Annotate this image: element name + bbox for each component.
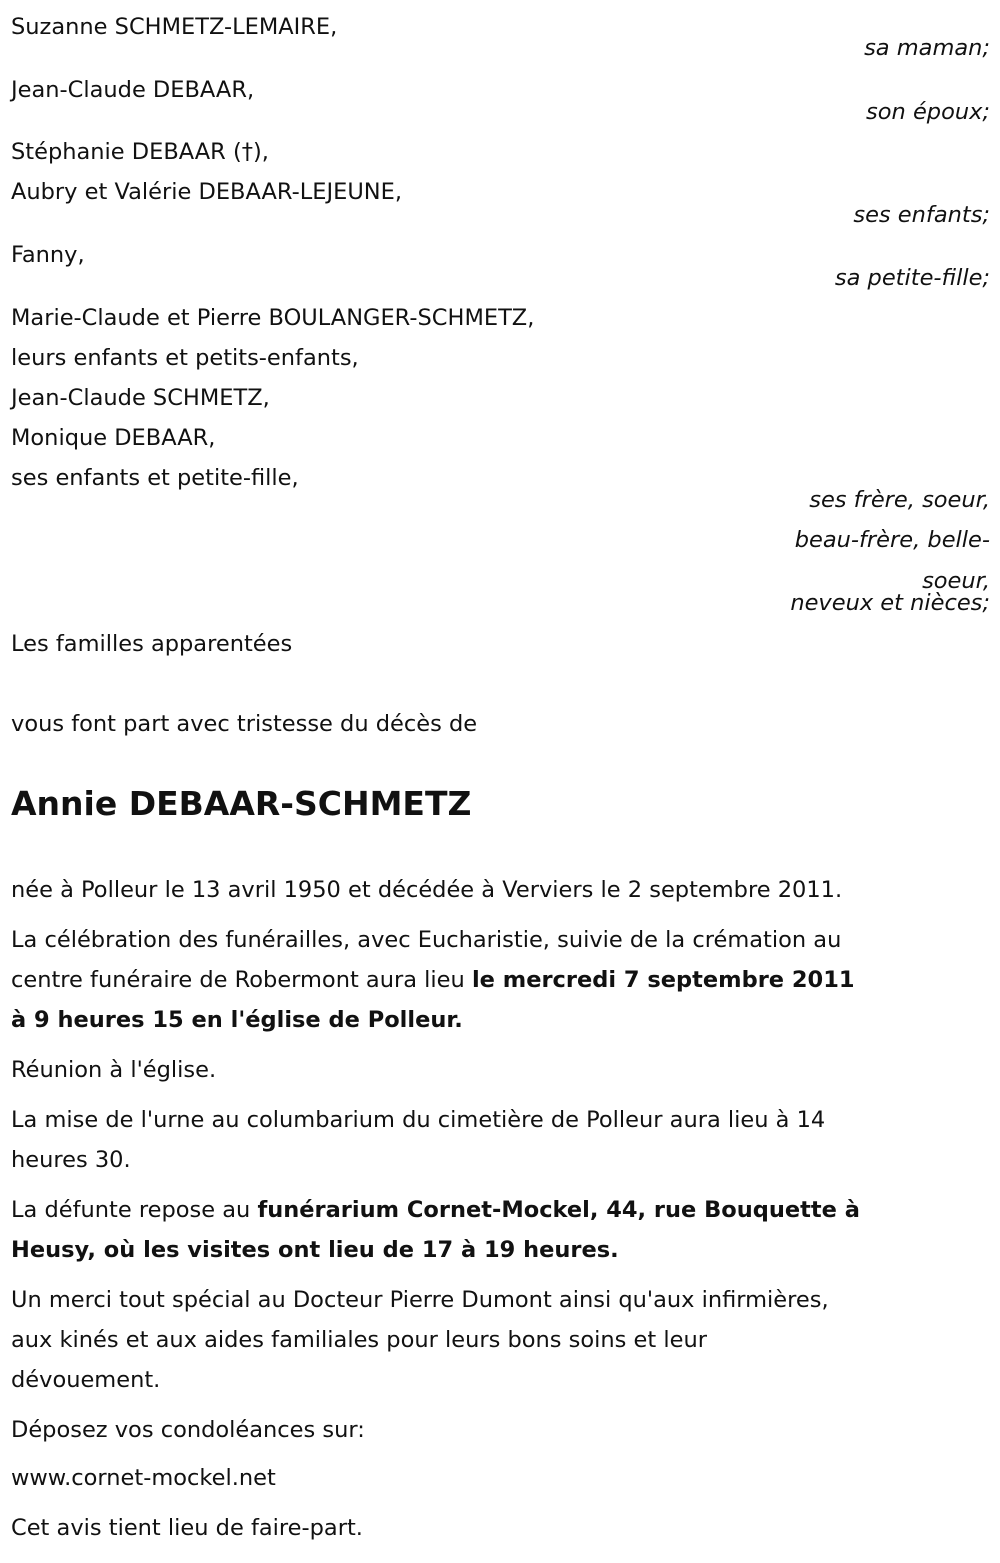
relation-label: ses enfants; <box>853 202 990 228</box>
relation-label: sa maman; <box>864 35 990 61</box>
relatives-text: Les familles apparentées <box>11 631 293 657</box>
family-line: Jean-Claude SCHMETZ, <box>11 385 270 411</box>
deceased-name: Annie DEBAAR-SCHMETZ <box>11 784 472 823</box>
website-link[interactable]: www.cornet-mockel.net <box>11 1465 276 1491</box>
relation-label: sa petite-fille; <box>834 265 990 291</box>
family-group <box>11 298 990 498</box>
family-line: Jean-Claude DEBAAR, <box>11 77 255 103</box>
family-line: Aubry et Valérie DEBAAR-LEJEUNE, <box>11 179 402 205</box>
thanks-paragraph: Un merci tout spécial au Docteur Pierre Dumont ainsi qu'aux infirmières, aux kinés et aux aides familiales pour leurs bons soins et leur dévouement. <box>11 1287 829 1393</box>
notice-text: Cet avis tient lieu de faire-part. <box>11 1515 363 1541</box>
relation-label: son époux; <box>866 99 990 125</box>
family-line: Stéphanie DEBAAR (†), <box>11 139 269 165</box>
urn-paragraph: La mise de l'urne au columbarium du cimetière de Polleur aura lieu à 14 heures 30. <box>11 1107 826 1173</box>
family-line: leurs enfants et petits-enfants, <box>11 345 359 371</box>
family-line: Fanny, <box>11 242 85 268</box>
condolences-text: Déposez vos condoléances sur: <box>11 1417 365 1443</box>
family-group <box>11 132 990 212</box>
relation-label: ses frère, soeur, beau-frère, belle- soeur, neveux et nièces; <box>790 487 990 616</box>
funeral-paragraph: La célébration des funérailles, avec Eucharistie, suivie de la crémation au centre funéraire de Robermont aura lieu le mercredi 7 septembre 2011 à 9 heures 15 en l'église de Polleur. <box>11 927 855 1033</box>
family-line: ses enfants et petite-fille, <box>11 465 299 491</box>
meeting-text: Réunion à l'église. <box>11 1057 217 1083</box>
family-line: Suzanne SCHMETZ-LEMAIRE, <box>11 14 338 40</box>
birth-death-text: née à Polleur le 13 avril 1950 et décédée à Verviers le 2 septembre 2011. <box>11 877 843 903</box>
announce-text: vous font part avec tristesse du décès de <box>11 711 478 737</box>
family-line: Monique DEBAAR, <box>11 425 216 451</box>
rest-paragraph: La défunte repose au funérarium Cornet-Mockel, 44, rue Bouquette à Heusy, où les visites ont lieu de 17 à 19 heures. <box>11 1197 860 1263</box>
family-line: Marie-Claude et Pierre BOULANGER-SCHMETZ, <box>11 305 535 331</box>
